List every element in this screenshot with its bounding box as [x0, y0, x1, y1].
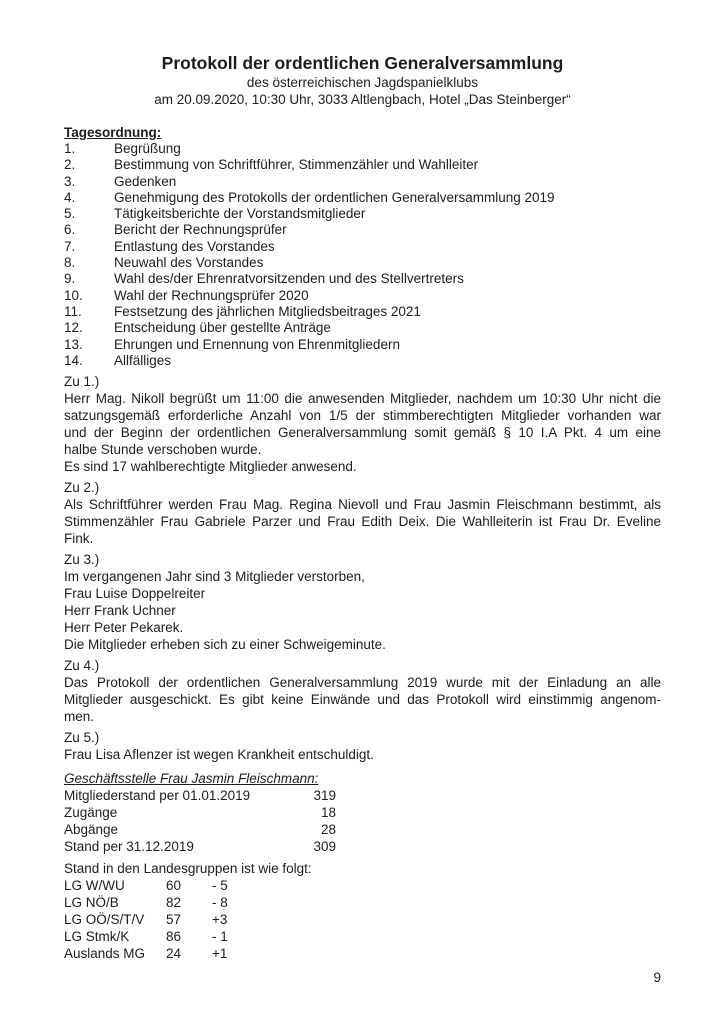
agenda-item — [64, 157, 661, 173]
paragraph-line: satzungsgemäß erforderliche Anzahl von 1/5 der stimmberechtigten Mitglieder vorhanden war — [64, 408, 661, 424]
paragraph-line: Es sind 17 wahlberechtigte Mitglieder anwesend. — [64, 459, 357, 475]
group-count: 57 — [166, 912, 182, 928]
paragraph-line: men. — [64, 709, 95, 725]
stats-label: Abgänge — [64, 822, 119, 838]
agenda-item-number: 5. — [64, 206, 76, 222]
section-zu4 — [64, 657, 661, 725]
paragraph-line: Stimmenzähler Frau Gabriele Parzer und Frau Edith Deix. Die Wahlleiterin ist Frau Dr. Eveline — [64, 514, 661, 530]
agenda-item-number: 7. — [64, 238, 76, 254]
group-delta: +3 — [212, 912, 228, 928]
stats-row — [64, 787, 336, 804]
section-heading: Zu 2.) — [64, 480, 100, 496]
paragraph-line: halbe Stunde verschoben wurde. — [64, 442, 262, 458]
stats-value: 18 — [320, 805, 336, 821]
section-heading: Zu 3.) — [64, 552, 100, 568]
stats-row — [64, 804, 336, 821]
section-zu1 — [64, 373, 661, 475]
agenda-item-text: Neuwahl des Vorstandes — [114, 255, 264, 271]
agenda-item-number: 12. — [64, 320, 83, 336]
group-name: LG W/WU — [64, 878, 125, 894]
paragraph-line: Als Schriftführer werden Frau Mag. Regina Nievoll und Frau Jasmin Fleischmann bestimmt, als — [64, 497, 661, 513]
agenda-item-number: 9. — [64, 271, 76, 287]
paragraph-line: und der Beginn der ordentlichen Generalversammlung somit gemäß § 10 I.A Pkt. 4 um eine — [64, 425, 661, 441]
agenda-item — [64, 206, 661, 222]
group-count: 60 — [166, 878, 182, 894]
agenda-item-text: Genehmigung des Protokolls der ordentlichen Generalversammlung 2019 — [114, 189, 555, 205]
stats-row — [64, 821, 336, 838]
page-number: 9 — [653, 970, 661, 985]
group-count: 86 — [166, 929, 182, 945]
group-row — [64, 877, 661, 894]
document-header — [64, 52, 661, 108]
group-row — [64, 928, 661, 945]
agenda-item-text: Wahl des/der Ehrenratvorsitzenden und des Stellvertreters — [114, 271, 464, 287]
agenda-item-number: 8. — [64, 255, 76, 271]
paragraph-line: Frau Lisa Aflenzer ist wegen Krankheit entschuldigt. — [64, 747, 374, 763]
stats-label: Zugänge — [64, 805, 118, 821]
stats-value: 319 — [313, 788, 336, 804]
agenda-heading: Tagesordnung: — [64, 125, 162, 140]
group-row — [64, 945, 661, 962]
membership-stats-table — [64, 787, 336, 855]
agenda-item — [64, 271, 661, 287]
agenda-item — [64, 239, 661, 255]
stats-label: Mitgliederstand per 01.01.2019 — [64, 788, 251, 804]
office-heading: Geschäftsstelle Frau Jasmin Fleischmann: — [64, 771, 319, 787]
agenda-item — [64, 255, 661, 271]
paragraph-line: Die Mitglieder erheben sich zu einer Schweigeminute. — [64, 637, 386, 653]
stats-row — [64, 838, 336, 855]
agenda-item — [64, 222, 661, 238]
group-name: LG NÖ/B — [64, 895, 119, 911]
agenda-item-number: 10. — [64, 287, 83, 303]
group-delta: - 1 — [212, 929, 228, 945]
paragraph-line: Das Protokoll der ordentlichen Generalversammlung 2019 wurde mit der Einladung an alle — [64, 675, 661, 691]
group-name: LG Stmk/K — [64, 929, 130, 945]
section-heading: Zu 4.) — [64, 658, 100, 674]
stats-label: Stand per 31.12.2019 — [64, 839, 194, 855]
agenda-item-number: 11. — [64, 303, 82, 319]
page-title: Protokoll der ordentlichen Generalversammlung — [161, 53, 564, 73]
section-zu3 — [64, 551, 661, 653]
section-heading: Zu 5.) — [64, 730, 100, 746]
paragraph-line: Herr Peter Pekarek. — [64, 620, 184, 636]
section-zu2 — [64, 479, 661, 547]
paragraph-line: Fink. — [64, 531, 94, 547]
agenda-item-text: Begrüßung — [114, 141, 181, 156]
agenda-item — [64, 288, 661, 304]
paragraph-line: Im vergangenen Jahr sind 3 Mitglieder verstorben, — [64, 569, 365, 585]
group-count: 82 — [166, 895, 182, 911]
paragraph-line: Frau Luise Doppelreiter — [64, 586, 206, 602]
regional-groups-table — [64, 877, 661, 962]
agenda-item — [64, 304, 661, 320]
agenda-item-number: 6. — [64, 222, 76, 238]
agenda-item-text: Tätigkeitsberichte der Vorstandsmitglieder — [114, 206, 366, 222]
agenda-item-number: 4. — [64, 189, 76, 205]
agenda-item-text: Allfälliges — [114, 352, 172, 368]
section-zu5 — [64, 729, 661, 763]
group-row — [64, 894, 661, 911]
group-delta: - 8 — [212, 895, 228, 911]
agenda-item — [64, 190, 661, 206]
agenda-item — [64, 353, 661, 369]
agenda-item-number: 2. — [64, 157, 76, 173]
groups-intro: Stand in den Landesgruppen ist wie folgt: — [64, 861, 312, 877]
agenda-item-text: Gedenken — [114, 173, 177, 189]
agenda-item-text: Ehrungen und Ernennung von Ehrenmitgliedern — [114, 336, 400, 352]
agenda-item-number: 13. — [64, 336, 83, 352]
agenda-item-text: Festsetzung des jährlichen Mitgliedsbeitrages 2021 — [114, 303, 421, 319]
paragraph-line: Herr Frank Uchner — [64, 603, 176, 619]
agenda-item-text: Entscheidung über gestellte Anträge — [114, 320, 331, 336]
agenda-item-text: Wahl der Rechnungsprüfer 2020 — [114, 287, 309, 303]
group-name: Auslands MG — [64, 946, 146, 962]
group-delta: +1 — [212, 946, 228, 962]
paragraph-line: Mitglieder ausgeschickt. Es gibt keine Einwände und das Protokoll wird einstimmig angenom- — [64, 692, 661, 708]
agenda-section — [64, 124, 661, 369]
stats-value: 309 — [313, 839, 336, 855]
stats-value: 28 — [320, 822, 336, 838]
group-row — [64, 911, 661, 928]
section-heading: Zu 1.) — [64, 374, 100, 390]
agenda-item — [64, 141, 661, 157]
subtitle-date-location: am 20.09.2020, 10:30 Uhr, 3033 Altlengbach, Hotel „Das Steinberger“ — [154, 91, 571, 107]
group-name: LG OÖ/S/T/V — [64, 912, 145, 928]
agenda-item-number: 1. — [64, 141, 76, 156]
group-delta: - 5 — [212, 878, 228, 894]
agenda-item-text: Entlastung des Vorstandes — [114, 238, 275, 254]
agenda-item-number: 14. — [64, 352, 83, 368]
agenda-item-text: Bestimmung von Schriftführer, Stimmenzähler und Wahlleiter — [114, 157, 479, 173]
group-count: 24 — [166, 946, 182, 962]
subtitle-club: des österreichischen Jagdspanielklubs — [246, 75, 479, 90]
office-report-section — [64, 770, 661, 962]
agenda-item-number: 3. — [64, 173, 76, 189]
paragraph-line: Herr Mag. Nikoll begrüßt um 11:00 die anwesenden Mitglieder, nachdem um 10:30 Uhr nicht die — [64, 391, 661, 407]
agenda-item — [64, 337, 661, 353]
agenda-item — [64, 320, 661, 336]
agenda-item — [64, 174, 661, 190]
agenda-item-text: Bericht der Rechnungsprüfer — [114, 222, 287, 238]
document-content — [64, 52, 661, 962]
